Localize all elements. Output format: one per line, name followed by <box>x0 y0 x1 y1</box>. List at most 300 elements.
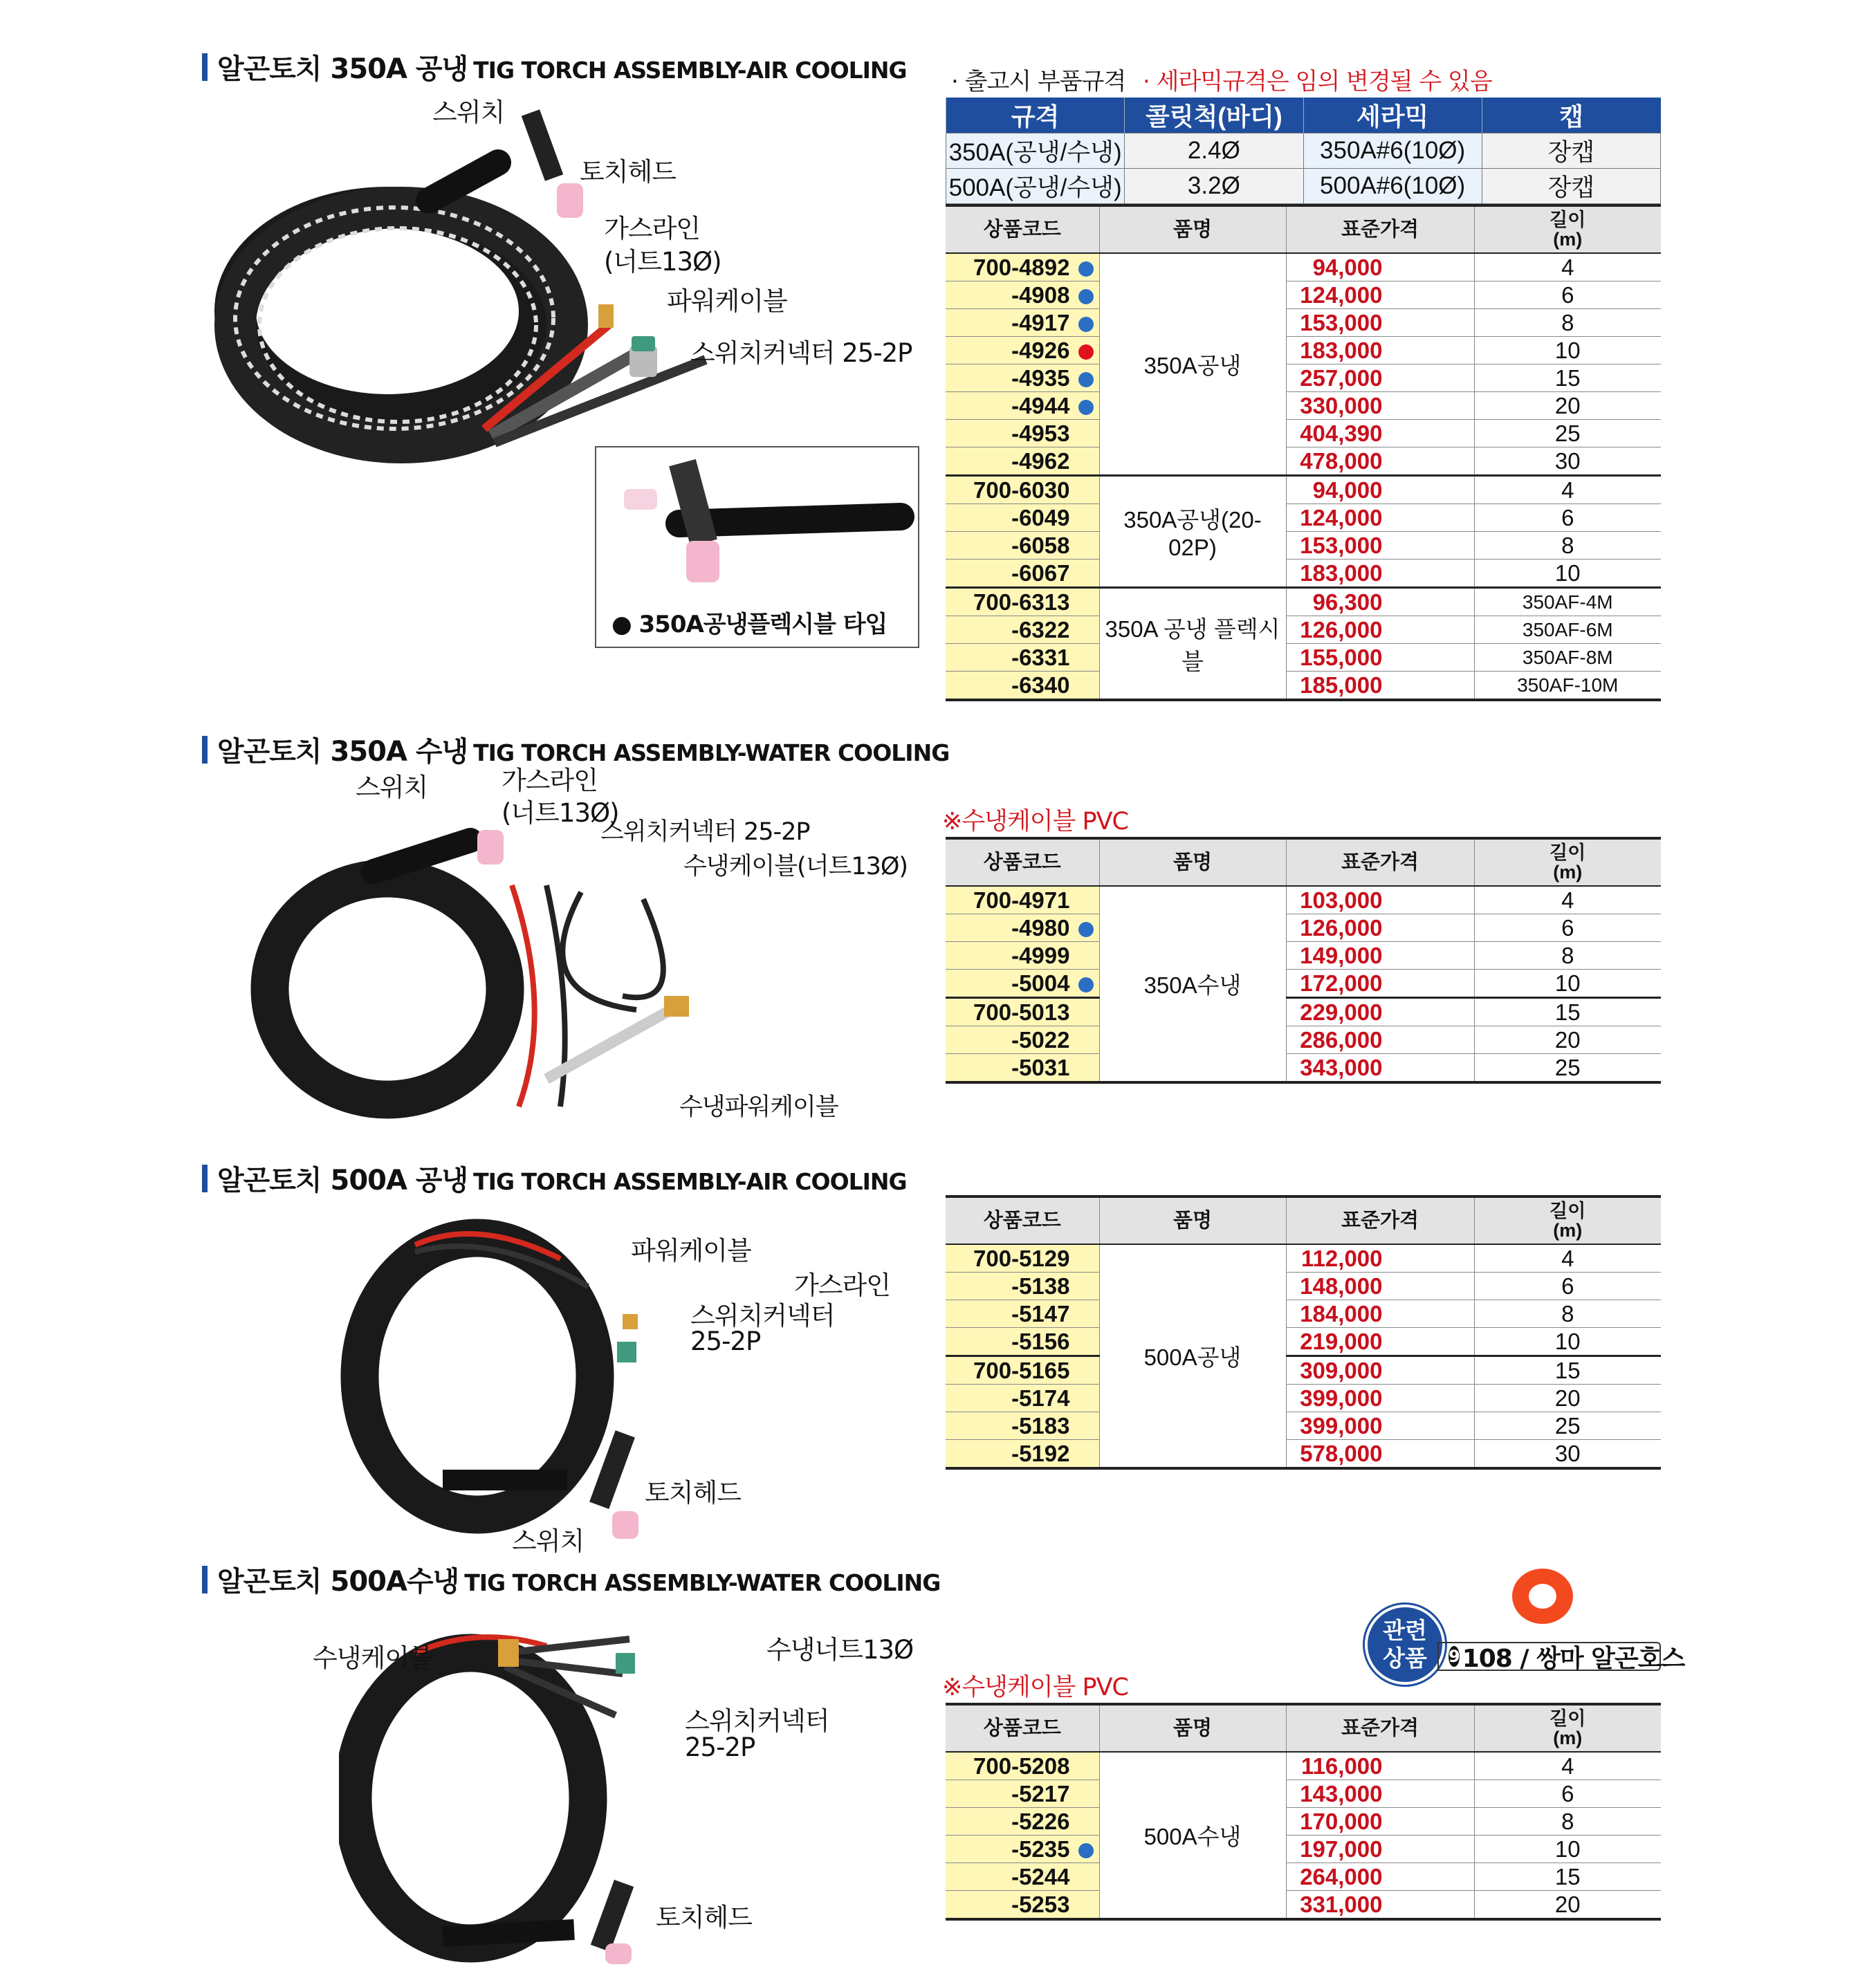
standard-price: 124,000 <box>1286 504 1474 532</box>
product-code <box>946 253 1099 281</box>
table-header-row <box>946 1704 1661 1752</box>
standard-price: 112,000 <box>1286 1244 1474 1273</box>
product-code <box>946 476 1099 504</box>
product-code-text: -5244 <box>1011 1863 1070 1889</box>
product-code <box>946 1863 1099 1891</box>
title-en: TIG TORCH ASSEMBLY-AIR COOLING <box>473 1168 907 1195</box>
product-code <box>946 1752 1099 1780</box>
spec-header: 규격 <box>946 98 1125 133</box>
standard-price: 219,000 <box>1286 1328 1474 1356</box>
title-bar <box>202 53 208 81</box>
product-code-text: -4999 <box>1011 942 1070 968</box>
title-kr: 알곤토치 500A 공냉 <box>217 1165 468 1196</box>
table-row <box>946 1752 1661 1780</box>
product-code <box>946 532 1099 560</box>
standard-price: 183,000 <box>1286 560 1474 588</box>
label-connector-spec: 25-2P <box>690 1327 761 1356</box>
column-header-text: 길이 <box>1549 209 1586 230</box>
column-header-text: (m) <box>1553 862 1583 882</box>
product-code <box>946 1244 1099 1273</box>
length: 6 <box>1474 1780 1661 1808</box>
standard-price: 103,000 <box>1286 886 1474 914</box>
product-code <box>946 1836 1099 1863</box>
column-header-text: 품명 <box>1172 1209 1213 1232</box>
column-header-text: 상품코드 <box>983 851 1061 874</box>
product-code <box>946 672 1099 701</box>
label-switch-connector: 스위치커넥터 <box>690 1301 835 1331</box>
parts-spec-table <box>946 98 1661 204</box>
spec-cell: 500A(공냉/수냉) <box>946 169 1125 204</box>
standard-price: 155,000 <box>1286 644 1474 672</box>
standard-price: 330,000 <box>1286 392 1474 420</box>
length: 8 <box>1474 532 1661 560</box>
label-switch-connector: 스위치커넥터 25-2P <box>690 338 912 368</box>
length: 8 <box>1474 1808 1661 1836</box>
length: 10 <box>1474 337 1661 364</box>
product-code-text: -5004 <box>1011 970 1070 996</box>
standard-price: 94,000 <box>1286 253 1474 281</box>
column-header <box>1286 1704 1474 1752</box>
standard-price: 143,000 <box>1286 1780 1474 1808</box>
product-code-text: -5217 <box>1011 1780 1070 1806</box>
torch-500a-air-photo <box>339 1203 657 1556</box>
blue-dot-icon <box>1078 400 1094 415</box>
title-bar <box>202 1566 208 1593</box>
label-switch: 스위치 <box>356 773 428 802</box>
column-header-text: 상품코드 <box>983 218 1061 241</box>
standard-price: 197,000 <box>1286 1836 1474 1863</box>
table-row <box>946 281 1661 309</box>
label-torch-head: 토치헤드 <box>656 1903 752 1932</box>
length: 15 <box>1474 1863 1661 1891</box>
label-water-power-cable: 수냉파워케이블 <box>679 1093 838 1121</box>
length: 6 <box>1474 281 1661 309</box>
length: 4 <box>1474 1752 1661 1780</box>
length: 20 <box>1474 1891 1661 1920</box>
column-header-text: 품명 <box>1172 1717 1213 1739</box>
product-code-text: -4926 <box>1011 337 1070 363</box>
column-header-text: 길이 <box>1549 1200 1586 1221</box>
page-number-icon: 9 <box>1449 1647 1460 1666</box>
spec-header: 콜릿척(바디) <box>1125 98 1303 133</box>
table-row <box>946 392 1661 420</box>
standard-price: 149,000 <box>1286 942 1474 970</box>
column-header-text: 품명 <box>1172 851 1213 874</box>
column-header-text: 표준가격 <box>1341 851 1419 874</box>
product-code-text: -5226 <box>1011 1808 1070 1834</box>
column-header-text: 표준가격 <box>1341 1717 1419 1739</box>
title-kr: 알곤토치 350A 수냉 <box>217 736 468 768</box>
length: 25 <box>1474 1054 1661 1083</box>
water-cable-note: ※수냉케이블 PVC <box>942 808 1128 835</box>
column-header <box>946 205 1099 253</box>
table-row <box>946 970 1661 998</box>
length: 350AF-4M <box>1474 588 1661 616</box>
label-connector-spec: 25-2P <box>685 1732 755 1762</box>
related-product-text: 108 / 쌍마 알곤호스 <box>1462 1644 1685 1673</box>
table-row <box>946 1836 1661 1863</box>
table-row <box>946 1026 1661 1054</box>
product-code-text: -4953 <box>1011 420 1070 446</box>
standard-price: 94,000 <box>1286 476 1474 504</box>
product-code-text: -4944 <box>1011 392 1070 418</box>
table-row <box>946 1808 1661 1836</box>
length: 25 <box>1474 1412 1661 1440</box>
product-name: 350A공냉(20-02P) <box>1099 476 1286 588</box>
product-code <box>946 309 1099 337</box>
product-code-text: -5183 <box>1011 1412 1070 1439</box>
spec-cell: 350A#6(10Ø) <box>1303 133 1482 169</box>
product-code <box>946 1412 1099 1440</box>
standard-price: 170,000 <box>1286 1808 1474 1836</box>
label-water-cable: 수냉케이블 <box>313 1643 433 1673</box>
standard-price: 309,000 <box>1286 1356 1474 1385</box>
spec-header: 캡 <box>1482 98 1660 133</box>
product-code-text: 700-6313 <box>973 589 1070 615</box>
standard-price: 185,000 <box>1286 672 1474 701</box>
standard-price: 331,000 <box>1286 1891 1474 1920</box>
product-name: 500A수냉 <box>1099 1752 1286 1919</box>
product-code <box>946 970 1099 998</box>
label-switch: 스위치 <box>512 1526 585 1556</box>
column-header <box>1286 205 1474 253</box>
spec-cell: 3.2Ø <box>1125 169 1303 204</box>
spec-header-row <box>946 98 1661 133</box>
product-code-text: -6049 <box>1011 504 1070 530</box>
column-header <box>1286 838 1474 886</box>
product-name: 350A공냉 <box>1099 253 1286 476</box>
blue-dot-icon <box>1078 1843 1094 1858</box>
product-code-text: 700-6030 <box>973 477 1070 503</box>
product-code-text: -5156 <box>1011 1328 1070 1354</box>
table-row <box>946 1440 1661 1469</box>
product-code-text: 700-5013 <box>973 999 1070 1025</box>
length: 30 <box>1474 447 1661 476</box>
column-header <box>1099 838 1286 886</box>
product-code <box>946 1026 1099 1054</box>
standard-price: 404,390 <box>1286 420 1474 447</box>
product-code <box>946 1300 1099 1328</box>
table-row <box>946 560 1661 588</box>
product-code <box>946 364 1099 392</box>
torch-350a-water-photo <box>249 802 733 1134</box>
length: 20 <box>1474 392 1661 420</box>
spec-note: · 출고시 부품규격 <box>951 68 1126 95</box>
label-gas-line: 가스라인 <box>502 766 598 795</box>
product-code <box>946 1780 1099 1808</box>
title-en: TIG TORCH ASSEMBLY-AIR COOLING <box>473 57 907 84</box>
length: 6 <box>1474 1273 1661 1300</box>
standard-price: 264,000 <box>1286 1863 1474 1891</box>
label-gas-line: 가스라인 <box>604 214 700 243</box>
table-row <box>946 364 1661 392</box>
product-code-text: -6058 <box>1011 532 1070 558</box>
column-header <box>1474 838 1661 886</box>
length: 25 <box>1474 420 1661 447</box>
product-code-text: -5138 <box>1011 1273 1070 1299</box>
product-code <box>946 1891 1099 1920</box>
length: 20 <box>1474 1026 1661 1054</box>
title-bar <box>202 1165 208 1192</box>
price-table-350a-air <box>946 204 1661 701</box>
spec-row <box>946 169 1661 204</box>
spec-cell: 장캡 <box>1482 133 1660 169</box>
length: 30 <box>1474 1440 1661 1469</box>
title-bar <box>202 736 208 764</box>
water-cable-note: ※수냉케이블 PVC <box>942 1674 1128 1701</box>
standard-price: 184,000 <box>1286 1300 1474 1328</box>
standard-price: 578,000 <box>1286 1440 1474 1469</box>
table-row <box>946 1780 1661 1808</box>
product-name: 500A공냉 <box>1099 1244 1286 1468</box>
product-code-text: -5031 <box>1011 1054 1070 1080</box>
product-code <box>946 1385 1099 1412</box>
related-products-badge <box>1365 1605 1445 1685</box>
table-row <box>946 942 1661 970</box>
flexible-type-inset <box>595 446 919 648</box>
product-name: 350A수냉 <box>1099 886 1286 1082</box>
table-row <box>946 476 1661 504</box>
standard-price: 399,000 <box>1286 1385 1474 1412</box>
standard-price: 126,000 <box>1286 616 1474 644</box>
column-header <box>1099 1196 1286 1244</box>
table-row <box>946 1891 1661 1920</box>
spec-header: 세라믹 <box>1303 98 1482 133</box>
length: 350AF-10M <box>1474 672 1661 701</box>
product-code <box>946 392 1099 420</box>
product-code <box>946 644 1099 672</box>
product-code-text: -5235 <box>1011 1836 1070 1862</box>
product-code-text: -5192 <box>1011 1440 1070 1466</box>
length: 10 <box>1474 1328 1661 1356</box>
product-code-text: -5253 <box>1011 1891 1070 1917</box>
blue-dot-icon <box>1078 372 1094 387</box>
label-gas-nut: (너트13Ø) <box>502 798 619 828</box>
spec-warning: · 세라믹규격은 임의 변경될 수 있음 <box>1143 68 1492 95</box>
standard-price: 286,000 <box>1286 1026 1474 1054</box>
red-dot-icon <box>1078 344 1094 360</box>
inset-caption: ● 350A공냉플렉시블 타입 <box>611 611 888 638</box>
standard-price: 343,000 <box>1286 1054 1474 1083</box>
product-code <box>946 914 1099 942</box>
spec-row <box>946 133 1661 169</box>
length: 4 <box>1474 1244 1661 1273</box>
product-code <box>946 1808 1099 1836</box>
column-header-text: (m) <box>1553 1220 1583 1241</box>
column-header-text: 길이 <box>1549 1708 1586 1729</box>
length: 10 <box>1474 1836 1661 1863</box>
product-code-text: -6331 <box>1011 644 1070 670</box>
product-code-text: 700-5165 <box>973 1357 1070 1383</box>
standard-price: 172,000 <box>1286 970 1474 998</box>
title-kr: 알곤토치 350A 공냉 <box>217 53 468 85</box>
section-title-350a-air <box>202 47 907 86</box>
label-water-cable: 수냉케이블(너트13Ø) <box>683 853 908 880</box>
standard-price: 478,000 <box>1286 447 1474 476</box>
table-row <box>946 1244 1661 1273</box>
badge-line: 상품 <box>1383 1645 1427 1672</box>
product-code <box>946 1440 1099 1469</box>
product-code <box>946 1054 1099 1083</box>
product-code-text: -4917 <box>1011 309 1070 335</box>
label-torch-head: 토치헤드 <box>645 1478 741 1508</box>
product-code <box>946 942 1099 970</box>
related-product-link[interactable] <box>1437 1642 1685 1673</box>
standard-price: 229,000 <box>1286 998 1474 1026</box>
product-code <box>946 447 1099 476</box>
title-en: TIG TORCH ASSEMBLY-WATER COOLING <box>464 1569 941 1596</box>
label-gas-line: 가스라인 <box>794 1270 890 1300</box>
table-row <box>946 337 1661 364</box>
blue-dot-icon <box>1078 261 1094 277</box>
table-row <box>946 588 1661 616</box>
column-header-text: 품명 <box>1172 218 1213 241</box>
standard-price: 96,300 <box>1286 588 1474 616</box>
table-row <box>946 532 1661 560</box>
spec-cell: 500A#6(10Ø) <box>1303 169 1482 204</box>
label-gas-nut: (너트13Ø) <box>604 247 721 277</box>
blue-dot-icon <box>1078 317 1094 332</box>
table-row <box>946 447 1661 476</box>
product-code-text: -5022 <box>1011 1026 1070 1053</box>
column-header-text: 상품코드 <box>983 1209 1061 1232</box>
product-code <box>946 504 1099 532</box>
product-code-text: -6067 <box>1011 560 1070 586</box>
product-code-text: -4980 <box>1011 914 1070 941</box>
label-torch-head: 토치헤드 <box>580 157 676 187</box>
standard-price: 116,000 <box>1286 1752 1474 1780</box>
table-header-row <box>946 838 1661 886</box>
product-code-text: 700-4971 <box>973 887 1070 913</box>
length: 8 <box>1474 309 1661 337</box>
length: 8 <box>1474 942 1661 970</box>
column-header-text: 표준가격 <box>1341 1209 1419 1232</box>
table-row <box>946 672 1661 701</box>
column-header-text: (m) <box>1553 229 1583 250</box>
blue-dot-icon <box>1078 977 1094 992</box>
length: 8 <box>1474 1300 1661 1328</box>
length: 350AF-8M <box>1474 644 1661 672</box>
product-code <box>946 1356 1099 1385</box>
column-header <box>1099 205 1286 253</box>
product-name: 350A 공냉 플렉시블 <box>1099 588 1286 701</box>
table-row <box>946 1412 1661 1440</box>
product-code-text: 700-4892 <box>973 254 1070 280</box>
label-switch: 스위치 <box>432 98 505 127</box>
table-row <box>946 998 1661 1026</box>
table-row <box>946 1328 1661 1356</box>
product-code <box>946 1273 1099 1300</box>
table-row <box>946 1300 1661 1328</box>
column-header <box>946 838 1099 886</box>
product-code-text: 700-5129 <box>973 1245 1070 1271</box>
column-header-text: 표준가격 <box>1341 218 1419 241</box>
table-header-row <box>946 1196 1661 1244</box>
table-row <box>946 616 1661 644</box>
product-code <box>946 337 1099 364</box>
product-code-text: -4962 <box>1011 447 1070 474</box>
product-code-text: -5174 <box>1011 1385 1070 1411</box>
product-code <box>946 588 1099 616</box>
blue-dot-icon <box>1078 289 1094 304</box>
table-row <box>946 420 1661 447</box>
badge-line: 관련 <box>1383 1617 1427 1644</box>
table-row <box>946 914 1661 942</box>
length: 6 <box>1474 504 1661 532</box>
length: 15 <box>1474 364 1661 392</box>
table-row <box>946 1356 1661 1385</box>
column-header <box>946 1704 1099 1752</box>
standard-price: 124,000 <box>1286 281 1474 309</box>
label-power-cable: 파워케이블 <box>631 1236 751 1266</box>
label-water-nut: 수냉너트13Ø <box>766 1635 914 1665</box>
length: 4 <box>1474 886 1661 914</box>
title-en: TIG TORCH ASSEMBLY-WATER COOLING <box>473 739 950 766</box>
product-code <box>946 616 1099 644</box>
price-table-500a-air <box>946 1195 1661 1470</box>
flexible-torch-photo <box>596 447 918 600</box>
label-switch-connector: 스위치커넥터 <box>685 1706 829 1736</box>
length: 6 <box>1474 914 1661 942</box>
length: 10 <box>1474 970 1661 998</box>
spec-cell: 장캡 <box>1482 169 1660 204</box>
table-header-row <box>946 205 1661 253</box>
column-header <box>1474 1196 1661 1244</box>
product-code-text: -6340 <box>1011 672 1070 698</box>
standard-price: 399,000 <box>1286 1412 1474 1440</box>
product-code <box>946 560 1099 588</box>
length: 15 <box>1474 998 1661 1026</box>
section-title-500a-air <box>202 1158 907 1198</box>
product-code-text: -4908 <box>1011 281 1070 308</box>
product-code <box>946 886 1099 914</box>
column-header-text: (m) <box>1553 1728 1583 1748</box>
table-row <box>946 1054 1661 1083</box>
label-power-cable: 파워케이블 <box>667 286 787 316</box>
product-code-text: 700-5208 <box>973 1753 1070 1779</box>
length: 10 <box>1474 560 1661 588</box>
standard-price: 126,000 <box>1286 914 1474 942</box>
product-code <box>946 998 1099 1026</box>
table-row <box>946 1385 1661 1412</box>
product-code <box>946 420 1099 447</box>
label-switch-connector: 스위치커넥터 25-2P <box>600 818 810 846</box>
title-kr: 알곤토치 500A수냉 <box>217 1566 459 1598</box>
column-header <box>1286 1196 1474 1244</box>
spec-cell: 350A(공냉/수냉) <box>946 133 1125 169</box>
product-code-text: -6322 <box>1011 616 1070 643</box>
table-row <box>946 886 1661 914</box>
column-header-text: 상품코드 <box>983 1717 1061 1739</box>
column-header <box>1099 1704 1286 1752</box>
standard-price: 148,000 <box>1286 1273 1474 1300</box>
standard-price: 183,000 <box>1286 337 1474 364</box>
standard-price: 257,000 <box>1286 364 1474 392</box>
column-header <box>946 1196 1099 1244</box>
length: 4 <box>1474 253 1661 281</box>
standard-price: 153,000 <box>1286 309 1474 337</box>
table-row <box>946 253 1661 281</box>
length: 4 <box>1474 476 1661 504</box>
table-row <box>946 504 1661 532</box>
standard-price: 153,000 <box>1286 532 1474 560</box>
table-row <box>946 1863 1661 1891</box>
product-code <box>946 281 1099 309</box>
product-code-text: -4935 <box>1011 364 1070 391</box>
length: 350AF-6M <box>1474 616 1661 644</box>
product-code-text: -5147 <box>1011 1300 1070 1327</box>
argon-hose-photo <box>1508 1562 1577 1631</box>
